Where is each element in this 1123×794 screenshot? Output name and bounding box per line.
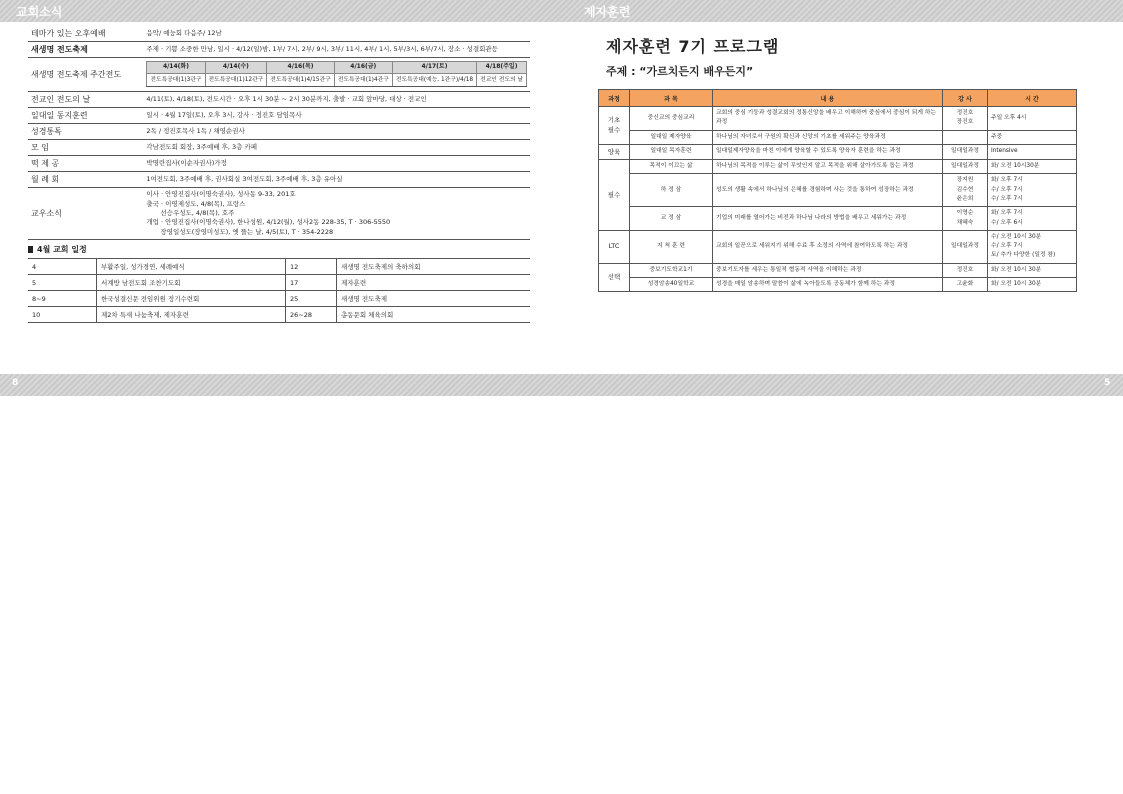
- info-row: [28, 92, 530, 108]
- event: 새생명 전도축제의 축하의회: [337, 259, 531, 275]
- schedule-table: [28, 258, 530, 323]
- time: 화/ 오후 7시 수/ 오후 7시 수/ 오후 7시: [988, 174, 1077, 207]
- program-theme: 주제 : “가르치든지 배우든지”: [606, 65, 754, 78]
- info-row: [28, 26, 530, 42]
- news-line: 출국 · 이영제성도, 4/8(목), 프랑스: [146, 199, 246, 208]
- lecturer: 정진호 장진호: [943, 107, 988, 131]
- week-header: 4/18(주일): [477, 62, 527, 74]
- date: 4: [28, 259, 97, 275]
- course: 하 정 삼: [630, 174, 713, 207]
- time: 주일 오후 4시: [988, 107, 1077, 131]
- schedule-row: [28, 291, 530, 307]
- content: 하나님의 목적을 이루는 삶이 무엇인지 알고 목적을 위해 살아가도록 돕는 과정: [713, 160, 943, 174]
- event: 제자훈련: [337, 275, 531, 291]
- lecturer: 고윤화: [943, 277, 988, 291]
- program-row: [599, 107, 1077, 131]
- event: 새생명 전도축제: [337, 291, 531, 307]
- date: 5: [28, 275, 97, 291]
- week-header: 4/14(화): [147, 62, 205, 74]
- weekly-evangelism-table: [146, 61, 527, 87]
- program-row: [599, 174, 1077, 207]
- content: 중보기도자를 세우는 통일적 협동적 사역을 이해하는 과정: [713, 263, 943, 277]
- content: 교회의 일꾼으로 세워지기 위해 수료 후 소정의 사역에 참여하도록 하는 과정: [713, 230, 943, 263]
- info-row: [28, 156, 530, 172]
- info-value: 음악/ 예능회 다음주/ 12남: [143, 26, 530, 42]
- col-header: 과 목: [630, 90, 713, 107]
- lecturer: 정진호: [943, 263, 988, 277]
- content: 성경을 매일 암송하며 말씀이 삶에 녹아들도록 공동체가 함께 하는 과정: [713, 277, 943, 291]
- program-title: 제자훈련 7기 프로그램: [606, 37, 780, 56]
- date: 10: [28, 307, 97, 323]
- date: 25: [286, 291, 337, 307]
- program-row: [599, 230, 1077, 263]
- category: 기초 필수: [599, 107, 630, 145]
- week-entry: 전도특공대(1)12관구: [205, 73, 267, 86]
- info-row: [28, 108, 530, 124]
- content: 하나님의 자녀로서 구원의 확신과 신앙의 기초를 세워주는 양육과정: [713, 130, 943, 144]
- info-label: 모 임: [28, 140, 143, 156]
- info-label: 전교인 전도의 날: [28, 92, 143, 108]
- time: 주중: [988, 130, 1077, 144]
- church-news-table: [28, 26, 530, 240]
- lecturer: 일대일과정: [943, 230, 988, 263]
- info-label: 새생명 전도축제: [28, 42, 143, 58]
- lecturer: [943, 130, 988, 144]
- date: 17: [286, 275, 337, 291]
- time: 화/ 오전 10시 30분: [988, 263, 1077, 277]
- info-label: 월 례 회: [28, 172, 143, 188]
- content: 기업의 미래를 열어가는 비전과 하나님 나라의 방법을 배우고 세워가는 과정: [713, 207, 943, 231]
- course: 일대일 목자훈련: [630, 144, 713, 159]
- lecturer: 일대일과정: [943, 144, 988, 159]
- info-label: 떡 제 공: [28, 156, 143, 172]
- program-row: [599, 207, 1077, 231]
- info-row: [28, 188, 530, 240]
- schedule-row: [28, 275, 530, 291]
- week-cell: [143, 58, 530, 92]
- category: 양육: [599, 144, 630, 159]
- category: 필수: [599, 160, 630, 231]
- time: 화/ 오전 10시30분: [988, 160, 1077, 174]
- bullet-square-icon: [28, 246, 33, 253]
- info-row: [28, 140, 530, 156]
- content: 일대일제자양육을 마친 이에게 양육할 수 있도록 양육자 훈련을 하는 과정: [713, 144, 943, 159]
- week-header: 4/16(목): [267, 62, 334, 74]
- time: Intensive: [988, 144, 1077, 159]
- right-section-title: 제자훈련: [584, 5, 631, 19]
- col-header: 내 용: [713, 90, 943, 107]
- info-value: 각남전도회 회장, 3주예배 후, 3층 카페: [143, 140, 530, 156]
- schedule-row: [28, 307, 530, 323]
- content: 성도의 생활 속에서 하나님의 은혜를 경험하며 사는 것을 통하여 성장하는 과정: [713, 174, 943, 207]
- event: 부활주일, 성가경연, 세례예식: [97, 259, 286, 275]
- content: 교회의 중심 기둥과 성결교회의 정통신앙을 배우고 이해하여 중심에서 중심이 되게 하는 과정: [713, 107, 943, 131]
- course: 일대일 제자양육: [630, 130, 713, 144]
- schedule-heading: [28, 244, 530, 255]
- header-band: [0, 0, 1123, 22]
- event: 제2차 특새 나눔축제, 제자훈련: [97, 307, 286, 323]
- course: 지 척 훈 련: [630, 230, 713, 263]
- event: 총동문회 체육의회: [337, 307, 531, 323]
- program-row: [599, 263, 1077, 277]
- info-label: 일대일 동지훈련: [28, 108, 143, 124]
- news-line: 장영일성도(장영미성도), 옛 뜰는 날, 4/5(토), T · 354-2228: [160, 227, 334, 236]
- time: 화/ 오전 10시 30분: [988, 277, 1077, 291]
- col-header: 시 간: [988, 90, 1077, 107]
- week-header: 4/17(토): [392, 62, 476, 74]
- course: 교 정 삼: [630, 207, 713, 231]
- time: 수/ 오전 10시 30분 수/ 오후 7시 토/ 추가 다양한 (일정 참): [988, 230, 1077, 263]
- course: 성경암송40일학교: [630, 277, 713, 291]
- program-header-row: [599, 90, 1077, 107]
- lecturer: 일대일과정: [943, 160, 988, 174]
- info-value: 박명란집사(이순자권사)가정: [143, 156, 530, 172]
- info-label: 테마가 있는 오후예배: [28, 26, 143, 42]
- info-value: 일시 · 4월 17일(토), 오후 3시, 강사 · 정진호 담임목사: [143, 108, 530, 124]
- week-header: 4/14(수): [205, 62, 267, 74]
- program-table: [598, 89, 1077, 292]
- info-label: 교우소식: [28, 188, 143, 240]
- news-line: 개업 · 안영진집사(이명숙권사), 한나성원, 4/12(월), 성사2동 228-35, T · 306-5550: [146, 218, 391, 227]
- week-entry: 전도특공대(예능, 1관구)/4/18: [392, 73, 476, 86]
- course: 중보기도학교1기: [630, 263, 713, 277]
- info-row: [28, 42, 530, 58]
- week-header: 4/16(금): [334, 62, 392, 74]
- week-entry: 전도특공대(1)3관구: [147, 73, 205, 86]
- info-row: [28, 58, 530, 92]
- category: LTC: [599, 230, 630, 263]
- member-news: [143, 188, 530, 240]
- schedule-title: 4월 교회 일정: [37, 245, 87, 255]
- program-row: [599, 277, 1077, 291]
- category: 선택: [599, 263, 630, 292]
- news-line: 선승우성도, 4/8(목), 호주: [160, 208, 235, 217]
- info-value: 4/11(토), 4/18(토), 전도시간 · 오후 1시 30분 ~ 2시 30분까지, 출발 · 교회 앞마당, 대상 · 전교인: [143, 92, 530, 108]
- event: 서계방 남전도회 조찬기도회: [97, 275, 286, 291]
- left-page-number: 8: [12, 378, 19, 388]
- info-row: [28, 172, 530, 188]
- date: 12: [286, 259, 337, 275]
- week-entry: 전도특공대(1)4/15관구: [267, 73, 334, 86]
- col-header: 과정: [599, 90, 630, 107]
- info-value: 1여전도회, 3주예배 후, 권사회실 3여전도회, 3주예배 후, 3층 유아실: [143, 172, 530, 188]
- week-entry: 전교인 전도의 날: [477, 73, 527, 86]
- week-entry: 전도특공대(1)4관구: [334, 73, 392, 86]
- schedule-row: [28, 259, 530, 275]
- left-page: [28, 26, 530, 323]
- date: 26~28: [286, 307, 337, 323]
- program-row: [599, 130, 1077, 144]
- program-row: [599, 160, 1077, 174]
- event: 한국성결신문 전임위원 정기수련회: [97, 291, 286, 307]
- right-page: [598, 26, 1078, 292]
- info-value: 주제 · 기쁨 소중한 만남, 일시 · 4/12(일)밤, 1부/ 7시, 2부/ 9시, 3부/ 11시, 4부/ 1시, 5부/3시, 6부/7시, 장소 · 성결회관등: [143, 42, 530, 58]
- course: 중신교의 중심교리: [630, 107, 713, 131]
- info-value: 2독 / 정진호목사 1독 / 채영순권사: [143, 124, 530, 140]
- lecturer: 장지원 김수현 윤은희: [943, 174, 988, 207]
- right-page-number: 5: [1104, 378, 1111, 388]
- news-line: 이사 · 안영진집사(이명숙권사), 성사동 9-33, 201호: [146, 190, 296, 199]
- left-section-title: 교회소식: [16, 5, 63, 19]
- program-row: [599, 144, 1077, 159]
- footer-band: [0, 374, 1123, 396]
- course: 목적이 이끄는 삶: [630, 160, 713, 174]
- col-header: 강 사: [943, 90, 988, 107]
- info-label: 성경통독: [28, 124, 143, 140]
- time: 화/ 오후 7시 수/ 오후 6시: [988, 207, 1077, 231]
- lecturer: 이영순 채혜숙: [943, 207, 988, 231]
- info-label: 새생명 전도축제 주간전도: [28, 58, 143, 92]
- date: 8~9: [28, 291, 97, 307]
- info-row: [28, 124, 530, 140]
